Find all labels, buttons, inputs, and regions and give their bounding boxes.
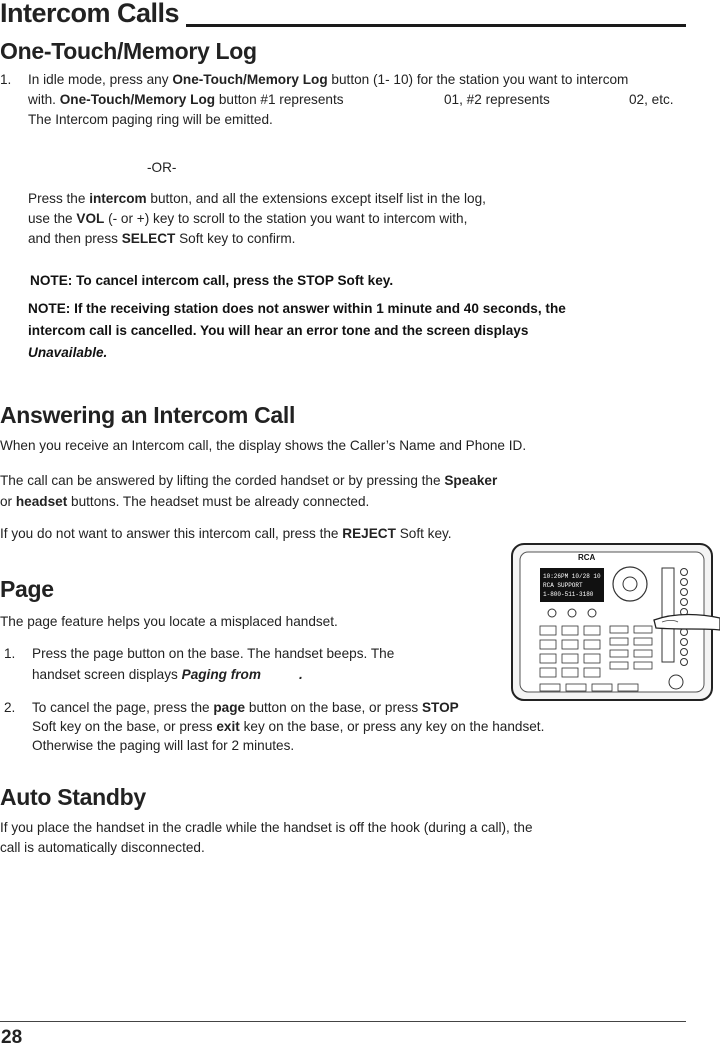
step-bold-text: .: [298, 667, 303, 682]
answering-bold-text: headset: [15, 494, 68, 509]
alt-text: button, and all the extensions except itself list in the log,: [146, 191, 486, 206]
alt-bold-text: intercom: [89, 191, 147, 206]
step-text: 01, #2 represents: [444, 92, 550, 107]
step-bold-text: STOP: [421, 700, 459, 715]
page-number: 28: [1, 1027, 23, 1048]
auto-standby-line: If you place the handset in the cradle while the handset is off the hook (during a call), the: [0, 820, 533, 835]
note-no-answer: [28, 298, 688, 364]
section-heading-auto-standby: Auto Standby: [0, 784, 146, 810]
answering-paragraph-3: [0, 524, 500, 544]
answering-text: If you do not want to answer this intercom call, press the: [0, 526, 343, 541]
step-number: 1.: [4, 646, 16, 661]
step-text: button #1 represents: [215, 92, 344, 107]
screen-line-1: 10:26PM 10/28 10: [543, 573, 601, 580]
step-text: button on the base, or press: [245, 700, 422, 715]
section-heading-answering: Answering an Intercom Call: [0, 402, 296, 428]
alt-text: and then press: [28, 231, 122, 246]
step-text: with.: [28, 92, 60, 107]
screen-line-3: 1-800-511-3180: [543, 591, 594, 598]
page-step-1: [0, 643, 500, 685]
step-text: Press the page button on the base. The handset beeps. The: [32, 646, 395, 661]
page-step-2: [0, 698, 690, 755]
step-text: button (1- 10) for the station you want to intercom: [327, 72, 629, 87]
step-text: Otherwise the paging will last for 2 minutes.: [32, 738, 295, 753]
step-number: 1.: [0, 72, 12, 87]
step-text: handset screen displays: [32, 667, 182, 682]
page-title: Intercom Calls: [0, 0, 180, 28]
note-line: intercom call is cancelled. You will hear an error tone and the screen displays: [28, 323, 529, 338]
alt-text: Press the: [28, 191, 90, 206]
section-heading-one-touch: One-Touch/Memory Log: [0, 38, 257, 64]
footer-rule: [0, 1021, 686, 1022]
or-separator: -OR-: [147, 160, 177, 175]
brand-logo: RCA: [578, 553, 596, 562]
alt-text: use the: [28, 211, 77, 226]
answering-text: buttons. The headset must be already connected.: [67, 494, 370, 509]
auto-standby-paragraph: [0, 818, 700, 858]
step-text: 02, etc.: [629, 92, 674, 107]
step-bold-text: page: [213, 700, 246, 715]
step-number: 2.: [4, 700, 16, 715]
note-line-unavailable: Unavailable.: [28, 345, 108, 360]
alt-text: (- or +) key to scroll to the station you want to intercom with,: [104, 211, 468, 226]
title-rule: [186, 24, 686, 27]
step-bold-text: One-Touch/Memory Log: [172, 72, 328, 87]
screen-line-2: RCA SUPPORT: [543, 582, 583, 589]
note-line: NOTE: If the receiving station does not answer within 1 minute and 40 seconds, the: [28, 301, 566, 316]
alt-bold-text: VOL: [76, 211, 105, 226]
page-intro: The page feature helps you locate a misplaced handset.: [0, 614, 338, 629]
note-cancel-intercom: NOTE: To cancel intercom call, press the STOP Soft key.: [30, 273, 394, 288]
step-text: Soft key on the base, or press: [32, 719, 217, 734]
step-text: The Intercom paging ring will be emitted.: [28, 112, 273, 127]
section-heading-page: Page: [0, 576, 54, 602]
intercom-alt-instructions: [28, 189, 688, 249]
answering-bold-text: REJECT: [342, 526, 396, 541]
answering-bold-text: Speaker: [444, 473, 498, 488]
answering-paragraph-1: When you receive an Intercom call, the display shows the Caller’s Name and Phone ID.: [0, 438, 527, 453]
answering-text: The call can be answered by lifting the corded handset or by pressing the: [0, 473, 445, 488]
one-touch-step-1: [0, 70, 690, 130]
answering-text: or: [0, 494, 16, 509]
step-text: key on the base, or press any key on the handset.: [239, 719, 545, 734]
step-bold-text: Paging from: [181, 667, 261, 682]
answering-paragraph-2: [0, 470, 700, 512]
step-text: To cancel the page, press the: [32, 700, 214, 715]
pressing-finger: [654, 615, 720, 631]
alt-text: Soft key to confirm.: [175, 231, 296, 246]
alt-bold-text: SELECT: [121, 231, 176, 246]
phone-base-illustration: [506, 542, 720, 704]
step-bold-text: exit: [216, 719, 240, 734]
answering-text: Soft key.: [395, 526, 452, 541]
auto-standby-line: call is automatically disconnected.: [0, 840, 205, 855]
step-bold-text: One-Touch/Memory Log: [59, 92, 216, 107]
phone-base-drawing: [506, 542, 720, 704]
step-text: In idle mode, press any: [28, 72, 173, 87]
